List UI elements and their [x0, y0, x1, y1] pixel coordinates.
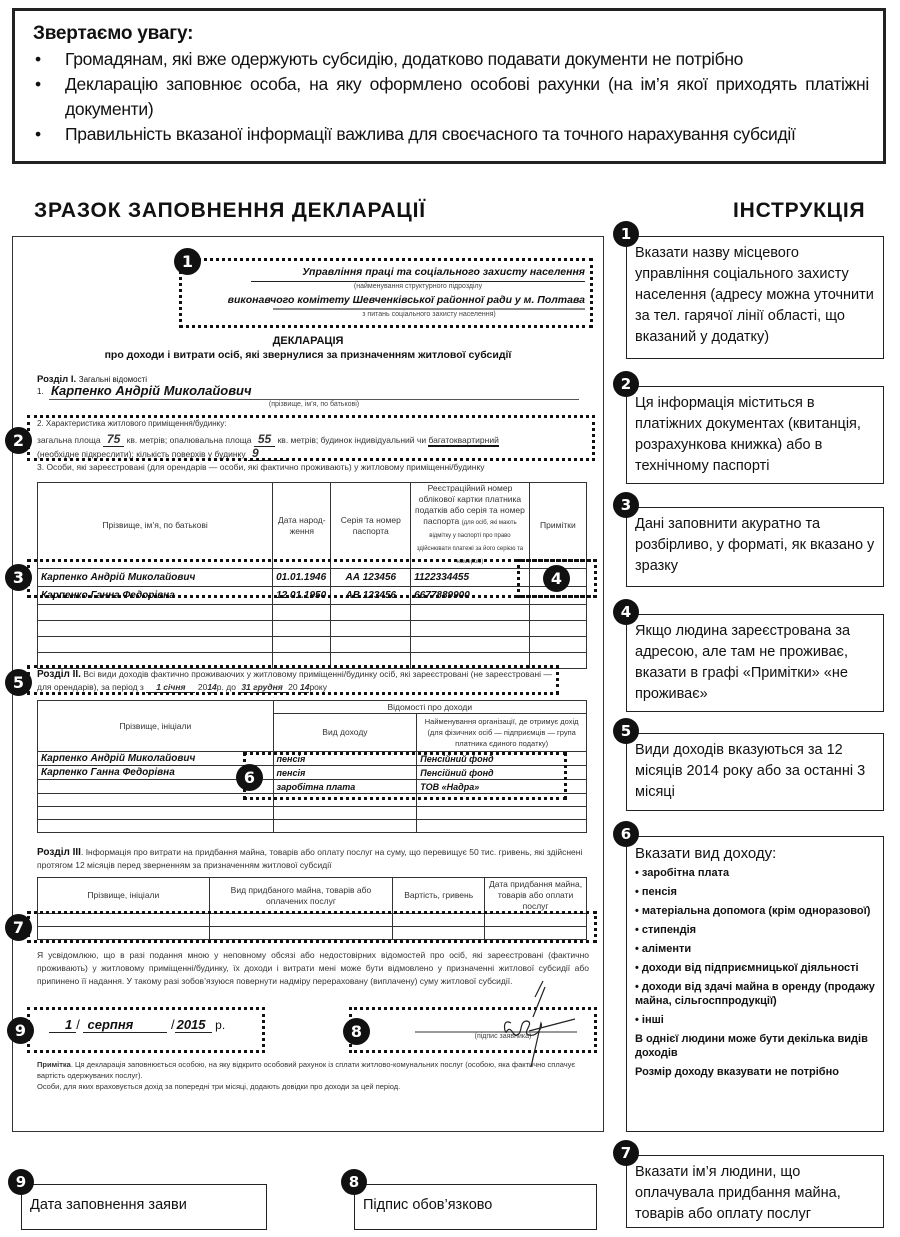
table-row-empty	[38, 914, 587, 927]
expenses-header-item: Вид придбаного майна, товарів або оплачених послуг	[209, 878, 393, 914]
declaration-text: Я усвідомлюю, що в разі подання мною у неповному обсязі або недостовірних відомостей про осіб, які зареєстровані (фактично проживають) у житловому приміщенні/будинку, їх доходи і витрати мені може бути відмовлено у призначенні житлової субсидії або припинено її надання. У такому разі зобов’язуюся повернути надміру перераховану (виплачену) суму житлової субсидії.	[37, 950, 589, 986]
instruction-8	[348, 1172, 597, 1230]
table-row-empty	[38, 621, 587, 637]
income-type-item: • доходи від здачі майна в оренду (продажу майна, сільгосппродукції)	[635, 981, 875, 1007]
instruction-4	[620, 602, 884, 712]
form-subtitle: про доходи і витрати осіб, які звернулися за призначенням житлової субсидії	[104, 349, 512, 361]
total-area-label: загальна площа	[37, 435, 101, 445]
authority-underline-1	[251, 281, 585, 282]
col-header-tax-id-note: (для осіб, які мають відмітку у паспорті про право здійснювати платежі за його серією та номером)	[416, 520, 524, 565]
marker-3-icon: 3	[5, 564, 32, 591]
instruction-4-marker-icon: 4	[613, 599, 639, 625]
instruction-1-marker-icon: 1	[613, 221, 639, 247]
expenses-header-cost: Вартість, гривень	[393, 878, 485, 914]
cell-income-org: ТОВ «Надра»	[417, 780, 587, 794]
instruction-3-marker-icon: 3	[613, 492, 639, 518]
expenses-header-date: Дата придбання майна, товарів або оплати послуг	[485, 878, 587, 914]
item-3-title: 3. Особи, які зареєстровані (для орендарів — особи, які фактично проживають) у житловому приміщенні/будинку	[37, 462, 485, 472]
section-2-text: Всі види доходів фактично проживаючих у житловому приміщенні/будинку осіб, які зареєстровані (не зареєстровані — для орендарів), за період з	[37, 669, 552, 692]
income-type-item: • пенсія	[635, 886, 677, 898]
table-row-empty	[38, 653, 587, 669]
table-row	[38, 766, 587, 780]
marker-2-icon: 2	[5, 427, 32, 454]
section-3-text: . Інформація про витрати на придбання майна, товарів або оплату послуг на суму, що перевищує 50 тис. гривень, які здійснені протягом 12 місяців перед зверненням за призначенням житлової субсидії	[37, 847, 583, 870]
instruction-9-text: Дата заповнення заяви	[30, 1197, 187, 1213]
persons-table	[37, 482, 587, 669]
declaration-form-sample	[12, 236, 604, 1132]
instruction-2-text: Ця інформація міститься в платіжних документах (квитанція, розрахункова книжка) або в технічному паспорті	[635, 395, 861, 474]
date-month: серпня	[83, 1017, 167, 1033]
note-label: Примітка	[37, 1060, 71, 1069]
instruction-3	[620, 495, 884, 587]
cell-income-type: заробітна плата	[273, 780, 417, 794]
period-from-day: 1 січня	[146, 682, 195, 693]
date-sep-2: /	[170, 1017, 175, 1032]
period-to-word: р. до	[216, 682, 236, 692]
instruction-5-marker-icon: 5	[613, 718, 639, 744]
marker-8-icon: 8	[343, 1018, 370, 1045]
signature-caption: (підпис заявника)	[474, 1033, 532, 1040]
expenses-header-name: Прізвище, ініціали	[38, 878, 210, 914]
cell-tax-id: 6677889900	[411, 587, 530, 605]
marker-7-icon: 7	[5, 914, 32, 941]
section-2-label: Розділ ІІ.	[37, 669, 81, 680]
income-type-item: • інші	[635, 1014, 664, 1026]
expenses-table	[37, 877, 587, 940]
marker-9-icon: 9	[7, 1017, 34, 1044]
instruction-6-note: В однієї людини може бути декілька видів доходів	[635, 1033, 868, 1059]
instruction-6-marker-icon: 6	[613, 821, 639, 847]
table-row-empty	[38, 807, 587, 820]
instruction-3-text: Дані заповнити акуратно та розбірливо, у форматі, як вказано у зразку	[635, 516, 875, 574]
section-3-label: Розділ ІІІ	[37, 847, 81, 858]
cell-dob: 12.01.1950	[273, 587, 331, 605]
applicant-caption: (прізвище, ім’я, по батькові)	[268, 401, 360, 408]
notice-box	[12, 8, 886, 164]
date-year: 2015	[175, 1017, 212, 1033]
income-table	[37, 700, 587, 833]
col-header-tax-id	[411, 483, 530, 569]
sqm-label-2: кв. метрів; будинок індивідуальний чи	[277, 435, 427, 445]
income-header-group: Відомості про доходи	[273, 701, 586, 714]
cell-name: Карпенко Ганна Федорівна	[38, 587, 273, 605]
income-header-org: Найменування організації, де отримує дохід (для фізичних осіб — підприємців — група платника єдиного податку)	[417, 714, 587, 752]
income-type-item: • стипендія	[635, 924, 697, 936]
instruction-8-marker-icon: 8	[341, 1169, 367, 1195]
instruction-1	[620, 224, 884, 359]
instruction-6-note: Розмір доходу вказувати не потрібно	[635, 1066, 839, 1078]
instruction-2-marker-icon: 2	[613, 371, 639, 397]
period-year-prefix-2: 20	[288, 682, 298, 692]
income-header-name: Прізвище, ініціали	[38, 701, 274, 752]
date-suffix: р.	[215, 1018, 226, 1032]
cell-passport: АА 123456	[331, 569, 411, 587]
section-1-label: Розділ І.	[37, 374, 77, 385]
instruction-1-text: Вказати назву місцевого управління соціального захисту населення (адресу можна уточнити за тел. гарячої лінії області, що вказаний у додатку)	[635, 245, 874, 345]
table-row	[38, 752, 587, 766]
total-area-value: 75	[103, 432, 124, 447]
cell-income-org: Пенсійний фонд	[417, 766, 587, 780]
notice-item: • Декларацію заповнює особа, на яку оформлено особові рахунки (на ім’я якої приходять платіжні документи)	[33, 72, 869, 122]
income-type-item: • аліменти	[635, 943, 692, 955]
housing-line	[37, 432, 592, 446]
cell-income-type: пенсія	[273, 766, 417, 780]
table-row-empty	[38, 637, 587, 653]
applicant-underline	[49, 399, 579, 400]
date-day: 1	[49, 1017, 76, 1033]
note-text: . Ця декларація заповнюється особою, на яку відкрито особовий рахунок із сплати житлово-комунальних послуг (особою, яка фактично сплачує вартість одержуваних послуг).	[37, 1060, 576, 1080]
col-header-notes: Примітки	[529, 483, 586, 569]
period-year-prefix-1: 20	[197, 682, 208, 692]
date-line	[49, 1017, 225, 1032]
col-header-dob: Дата народ-ження	[273, 483, 331, 569]
instruction-7-marker-icon: 7	[613, 1140, 639, 1166]
table-row-empty	[38, 820, 587, 833]
marker-6-icon: 6	[236, 764, 263, 791]
instruction-2	[620, 374, 884, 484]
notice-item: • Громадянам, які вже одержують субсидію, додатково подавати документи не потрібно	[33, 47, 869, 72]
table-row	[38, 587, 587, 605]
table-row	[38, 780, 587, 794]
heated-area-value: 55	[254, 432, 275, 447]
marker-4-icon: 4	[543, 565, 570, 592]
notice-list	[33, 47, 869, 147]
cell-name: Карпенко Андрій Миколайович	[38, 752, 274, 766]
authority-line-1: Управління праці та соціального захисту населення	[302, 266, 585, 278]
table-row-empty	[38, 794, 587, 807]
cell-dob: 01.01.1946	[273, 569, 331, 587]
date-sep-1: /	[76, 1017, 80, 1032]
instruction-7	[620, 1143, 884, 1228]
sqm-label-1: кв. метрів; опалювальна площа	[126, 435, 252, 445]
applicant-name: Карпенко Андрій Миколайович	[51, 383, 252, 398]
section-3-heading	[37, 846, 587, 871]
cell-tax-id: 1122334455	[411, 569, 530, 587]
period-from-year: 14	[207, 682, 217, 692]
section-2-heading	[37, 668, 557, 693]
instruction-9	[15, 1172, 267, 1230]
sample-heading: ЗРАЗОК ЗАПОВНЕННЯ ДЕКЛАРАЦІЇ	[34, 199, 426, 222]
cell-name: Карпенко Андрій Миколайович	[38, 569, 273, 587]
instruction-4-text: Якщо людина зареєстрована за адресою, але там не проживає, вказати в графі «Примітки» «не проживає»	[635, 623, 851, 702]
cell-name: Карпенко Ганна Федорівна	[38, 766, 274, 780]
item-2-title: 2. Характеристика житлового приміщення/будинку:	[37, 419, 227, 428]
instruction-heading: ІНСТРУКЦІЯ	[733, 199, 866, 222]
signature-scribble-icon	[483, 977, 593, 1087]
authority-underline-2	[273, 308, 585, 310]
floors-line	[37, 446, 287, 460]
col-header-passport: Серія та номер паспорта	[331, 483, 411, 569]
note-text-2: Особи, для яких враховується дохід за попередні три місяці, додають довідки про доходи за цей період.	[37, 1082, 401, 1091]
authority-caption-2: з питань соціального захисту населення)	[362, 311, 496, 318]
marker-5-icon: 5	[5, 669, 32, 696]
cell-passport: АВ 123456	[331, 587, 411, 605]
notice-title: Звертаємо увагу:	[33, 23, 194, 44]
authority-line-2: виконавчого комітету Шевченківської районної ради у м. Полтава	[227, 294, 585, 306]
col-header-tax-id-text: Реєстраційний номер облікової картки платника податків або серія та номер паспорта	[415, 483, 525, 526]
item-1-number: 1.	[37, 387, 44, 396]
floors-value: 9	[248, 446, 287, 461]
underline-note: (необхідне підкреслити); кількість поверхів у будинку	[37, 449, 246, 459]
instruction-6-lead: Вказати вид доходу:	[635, 845, 777, 862]
col-header-name: Прізвище, ім’я, по батькові	[38, 483, 273, 569]
instruction-9-marker-icon: 9	[8, 1169, 34, 1195]
table-row-empty	[38, 927, 587, 940]
instruction-5	[620, 721, 884, 811]
notice-item: • Правильність вказаної інформації важлива для своєчасного та точного нарахування субсидії	[33, 122, 869, 147]
period-year-suffix: року	[309, 682, 327, 692]
income-type-item: • доходи від підприємницької діяльності	[635, 962, 859, 974]
instruction-6	[620, 824, 884, 1132]
cell-income-type: пенсія	[273, 752, 417, 766]
period-to-day: 31 грудня	[238, 682, 285, 693]
section-1-label-rest: Загальні відомості	[78, 375, 148, 384]
instruction-5-text: Види доходів вказуються за 12 місяців 2014 року або за останні 3 місяці	[635, 742, 866, 800]
marker-1-icon: 1	[174, 248, 201, 275]
income-type-item: • матеріальна допомога (крім одноразової)	[635, 905, 871, 917]
income-type-item: • заробітна плата	[635, 867, 730, 879]
form-title: ДЕКЛАРАЦІЯ	[272, 335, 344, 347]
instruction-7-text: Вказати ім’я людини, що оплачувала придбання майна, товарів або оплату послуг	[635, 1164, 841, 1222]
house-type-selected: багатоквартирний	[428, 435, 499, 445]
period-to-year: 14	[299, 682, 310, 692]
income-header-type: Вид доходу	[273, 714, 417, 752]
table-row-empty	[38, 605, 587, 621]
instruction-8-text: Підпис обов’язково	[363, 1197, 493, 1213]
cell-income-org: Пенсійний фонд	[417, 752, 587, 766]
table-row	[38, 569, 587, 587]
authority-caption-1: (найменування структурного підрозділу	[353, 283, 483, 290]
